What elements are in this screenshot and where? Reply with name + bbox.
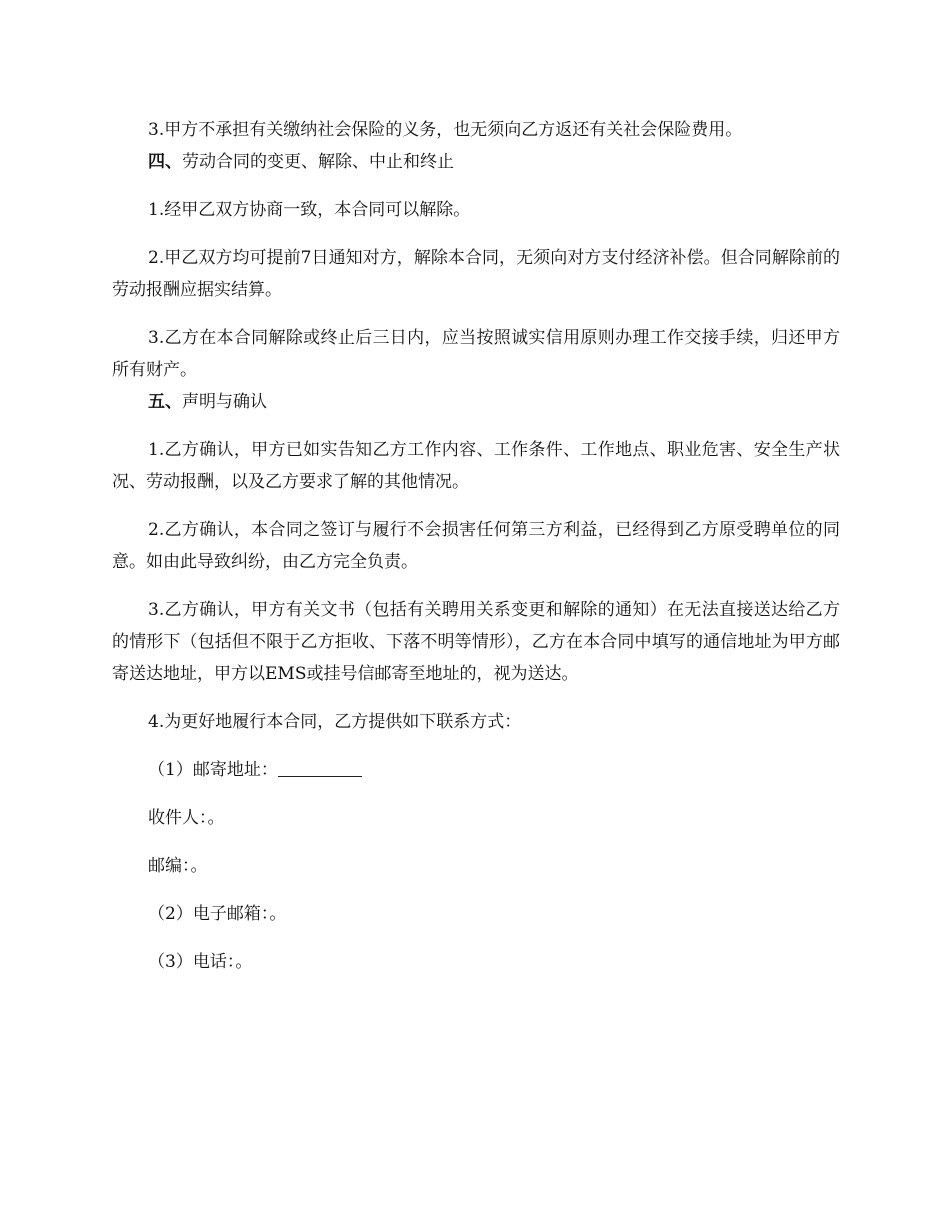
section-number: 五、 — [148, 392, 182, 412]
clause-3-social-insurance: 3.甲方不承担有关缴纳社会保险的义务，也无须向乙方返还有关社会保险费用。 — [148, 120, 743, 140]
section-number: 四、 — [148, 152, 182, 172]
mailing-address-blank — [278, 758, 362, 777]
section-heading-4 — [112, 146, 840, 178]
clause-5-4: 4.为更好地履行本合同，乙方提供如下联系方式： — [148, 712, 522, 732]
clause-5-3: 3.乙方确认，甲方有关文书（包括有关聘用关系变更和解除的通知）在无法直接送达给乙方的情形下（包括但不限于乙方拒收、下落不明等情形），乙方在本合同中填写的通信地址为甲方邮寄送达地址，甲方以EMS或挂号信邮寄至地址的，视为送达。 — [112, 600, 840, 684]
section-heading-5 — [112, 386, 840, 418]
section-title: 声明与确认 — [182, 392, 267, 412]
recipient-line: 收件人：。 — [148, 808, 225, 828]
mailing-address-label: （1）邮寄地址： — [148, 760, 278, 780]
postcode-line: 邮编：。 — [148, 856, 208, 876]
document-body — [112, 114, 840, 978]
mailing-address-line — [112, 754, 840, 786]
clause-5-1: 1.乙方确认，甲方已如实告知乙方工作内容、工作条件、工作地点、职业危害、安全生产状况、劳动报酬，以及乙方要求了解的其他情况。 — [112, 440, 840, 492]
clause-4-3: 3.乙方在本合同解除或终止后三日内，应当按照诚实信用原则办理工作交接手续，归还甲方所有财产。 — [112, 328, 840, 380]
email-line: （2）电子邮箱：。 — [148, 904, 287, 924]
section-title: 劳动合同的变更、解除、中止和终止 — [182, 152, 454, 172]
clause-5-2: 2.乙方确认，本合同之签订与履行不会损害任何第三方利益，已经得到乙方原受聘单位的同意。如由此导致纠纷，由乙方完全负责。 — [112, 520, 840, 572]
clause-4-1: 1.经甲乙双方协商一致，本合同可以解除。 — [148, 200, 471, 220]
clause-4-2: 2.甲乙双方均可提前7日通知对方，解除本合同，无须向对方支付经济补偿。但合同解除前的劳动报酬应据实结算。 — [112, 248, 840, 300]
phone-line: （3）电话：。 — [148, 952, 253, 972]
